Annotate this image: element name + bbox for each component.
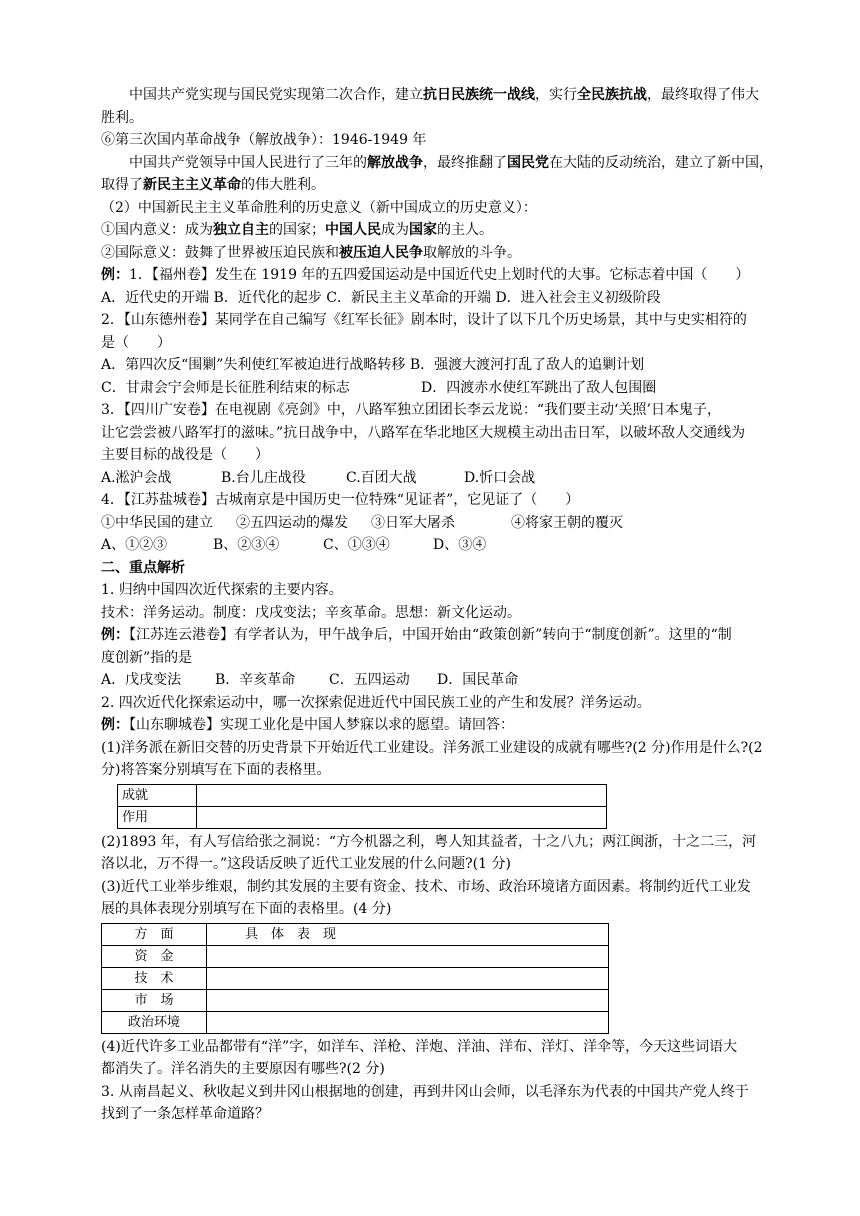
table-cell-label: 政治环境 [102, 1011, 207, 1033]
table-row [102, 945, 609, 967]
table-cell-label: 作用 [118, 806, 197, 828]
table-header-detail: 具 体 表 现 [207, 923, 609, 945]
table-header-row [102, 923, 609, 945]
paragraph-line: 中国共产党领导中国人民进行了三年的解放战争，最终推翻了国民党在大陆的反动统治，建立了新中国， [129, 154, 773, 171]
question-line: 是（ ） [101, 334, 171, 351]
table-row [118, 806, 607, 828]
question-line: 展的具体表现分别填写在下面的表格里。(4 分) [101, 901, 392, 917]
section-heading: （2）中国新民主主义革命胜利的历史意义（新中国成立的历史意义）： [101, 199, 537, 216]
question-line: 例：【江苏连云港卷】有学者认为，甲午战争后，中国开始由“政策创新”转向于“制度创新”。这里的“制 [101, 627, 732, 643]
question-line: (4)近代许多工业品都带有“洋”字，如洋车、洋枪、洋炮、洋油、洋布、洋灯、洋伞等，今天这些词语大 [101, 1038, 738, 1055]
paragraph-line: 胜利。 [101, 109, 143, 126]
answer-options: A．戊戌变法 B．辛亥革命 C．五四运动 D．国民革命 [101, 672, 519, 688]
paragraph-line: 1. 归纳中国四次近代探索的主要内容。 [101, 582, 343, 598]
section-heading: ⑥第三次国内革命战争（解放战争）：1946-1949 年 [101, 132, 427, 148]
paragraph-line: 中国共产党实现与国民党实现第二次合作，建立抗日民族统一战线，实行全民族抗战，最终取得了伟大 [129, 87, 759, 103]
table-row [118, 784, 607, 806]
question-line: 3．【四川广安卷】在电视剧《亮剑》中，八路军独立团团长李云龙说：“我们要主动‘关照’日本鬼子， [101, 402, 721, 418]
table-cell-blank[interactable] [207, 1011, 609, 1033]
question-line: 度创新”指的是 [101, 649, 193, 666]
section-title: 二、重点解析 [101, 559, 185, 576]
question-line: 都消失了。洋名消失的主要原因有哪些?(2 分) [101, 1061, 385, 1077]
question-line: 例：【山东聊城卷】实现工业化是中国人梦寐以求的愿望。请回答： [101, 717, 514, 733]
question-line: 4．【江苏盐城卷】古城南京是中国历史一位特殊“见证者”，它见证了（ ） [101, 492, 580, 508]
answer-options: A、①②③ B、②③④ C、①③④ D、③④ [101, 537, 487, 553]
table-cell-blank[interactable] [207, 967, 609, 989]
table-cell-label: 资 金 [102, 945, 207, 967]
question-line: 2．【山东德州卷】某同学在自己编写《红军长征》剧本时，设计了以下几个历史场景，其中与史实相符的 [101, 312, 747, 328]
table-row [102, 989, 609, 1011]
question-line: 洛以北，万不得一。”这段话反映了近代工业发展的什么问题?(1 分) [101, 856, 511, 872]
table-cell-blank[interactable] [197, 806, 607, 828]
table-cell-blank[interactable] [207, 945, 609, 967]
question-line: (2)1893 年，有人写信给张之洞说：“方今机器之利，粤人知其益者，十之八九；两江闽浙，十之二三，河 [101, 833, 757, 850]
question-line: 分)将答案分别填写在下面的表格里。 [101, 762, 331, 778]
table-row [102, 1011, 609, 1033]
question-line: 主要目标的战役是（ ） [101, 447, 269, 463]
question-line: (3)近代工业举步维艰，制约其发展的主要有资金、技术、市场、政治环境诸方面因素。将制约近代工业发 [101, 878, 751, 895]
table-cell-label: 技 术 [102, 967, 207, 989]
table-cell-label: 市 场 [102, 989, 207, 1011]
answer-table-constraints [101, 923, 609, 1034]
answer-options: ①中华民国的建立 ②五四运动的爆发 ③日军大屠杀 ④将家王朝的覆灭 [101, 514, 623, 531]
answer-table-achievements [117, 784, 607, 829]
paragraph-line: ①国内意义：成为独立自主的国家；中国人民成为国家的主人。 [101, 222, 493, 238]
table-row [102, 967, 609, 989]
question-line: (1)洋务派在新旧交替的历史背景下开始近代工业建设。洋务派工业建设的成就有哪些?(2 分)作用是什么?(2 [101, 739, 763, 756]
question-line: 例：1．【福州卷】发生在 1919 年的五四爱国运动是中国近代史上划时代的大事。它标志着中国（ ） [101, 267, 750, 283]
answer-options: C．甘肃会宁会师是长征胜利结束的标志 D．四渡赤水使红军跳出了敌人包围圈 [101, 379, 657, 396]
question-line: 让它尝尝被八路军打的滋味。”抗日战争中，八路军在华北地区大规模主动出击日军，以破坏敌人交通线为 [101, 424, 746, 441]
paragraph-line: ②国际意义：鼓舞了世界被压迫民族和被压迫人民争取解放的斗争。 [101, 244, 521, 261]
paragraph-line: 2. 四次近代化探索运动中，哪一次探索促进近代中国民族工业的产生和发展？洋务运动。 [101, 694, 651, 711]
table-cell-blank[interactable] [207, 989, 609, 1011]
question-line: 3. 从南昌起义、秋收起义到井冈山根据地的创建，再到井冈山会师，以毛泽东为代表的中国共产党人终于 [101, 1083, 749, 1100]
document-page [101, 84, 791, 1126]
answer-options: A．第四次反“围剿”失利使红军被迫进行战略转移 B．强渡大渡河打乱了敌人的追剿计划 [101, 357, 645, 373]
answer-options: A．近代史的开端 B．近代化的起步 C．新民主主义革命的开端 D．进入社会主义初级阶段 [101, 289, 661, 306]
answer-options: A.淞沪会战 B.台儿庄战役 C.百团大战 D.忻口会战 [101, 469, 536, 486]
table-cell-blank[interactable] [197, 784, 607, 806]
paragraph-line: 取得了新民主主义革命的伟大胜利。 [101, 177, 325, 193]
paragraph-line: 技术：洋务运动。制度：戊戌变法；辛亥革命。思想：新文化运动。 [101, 604, 521, 621]
table-cell-label: 成就 [118, 784, 197, 806]
table-header-aspect: 方 面 [102, 923, 207, 945]
question-line: 找到了一条怎样革命道路？ [101, 1106, 269, 1122]
